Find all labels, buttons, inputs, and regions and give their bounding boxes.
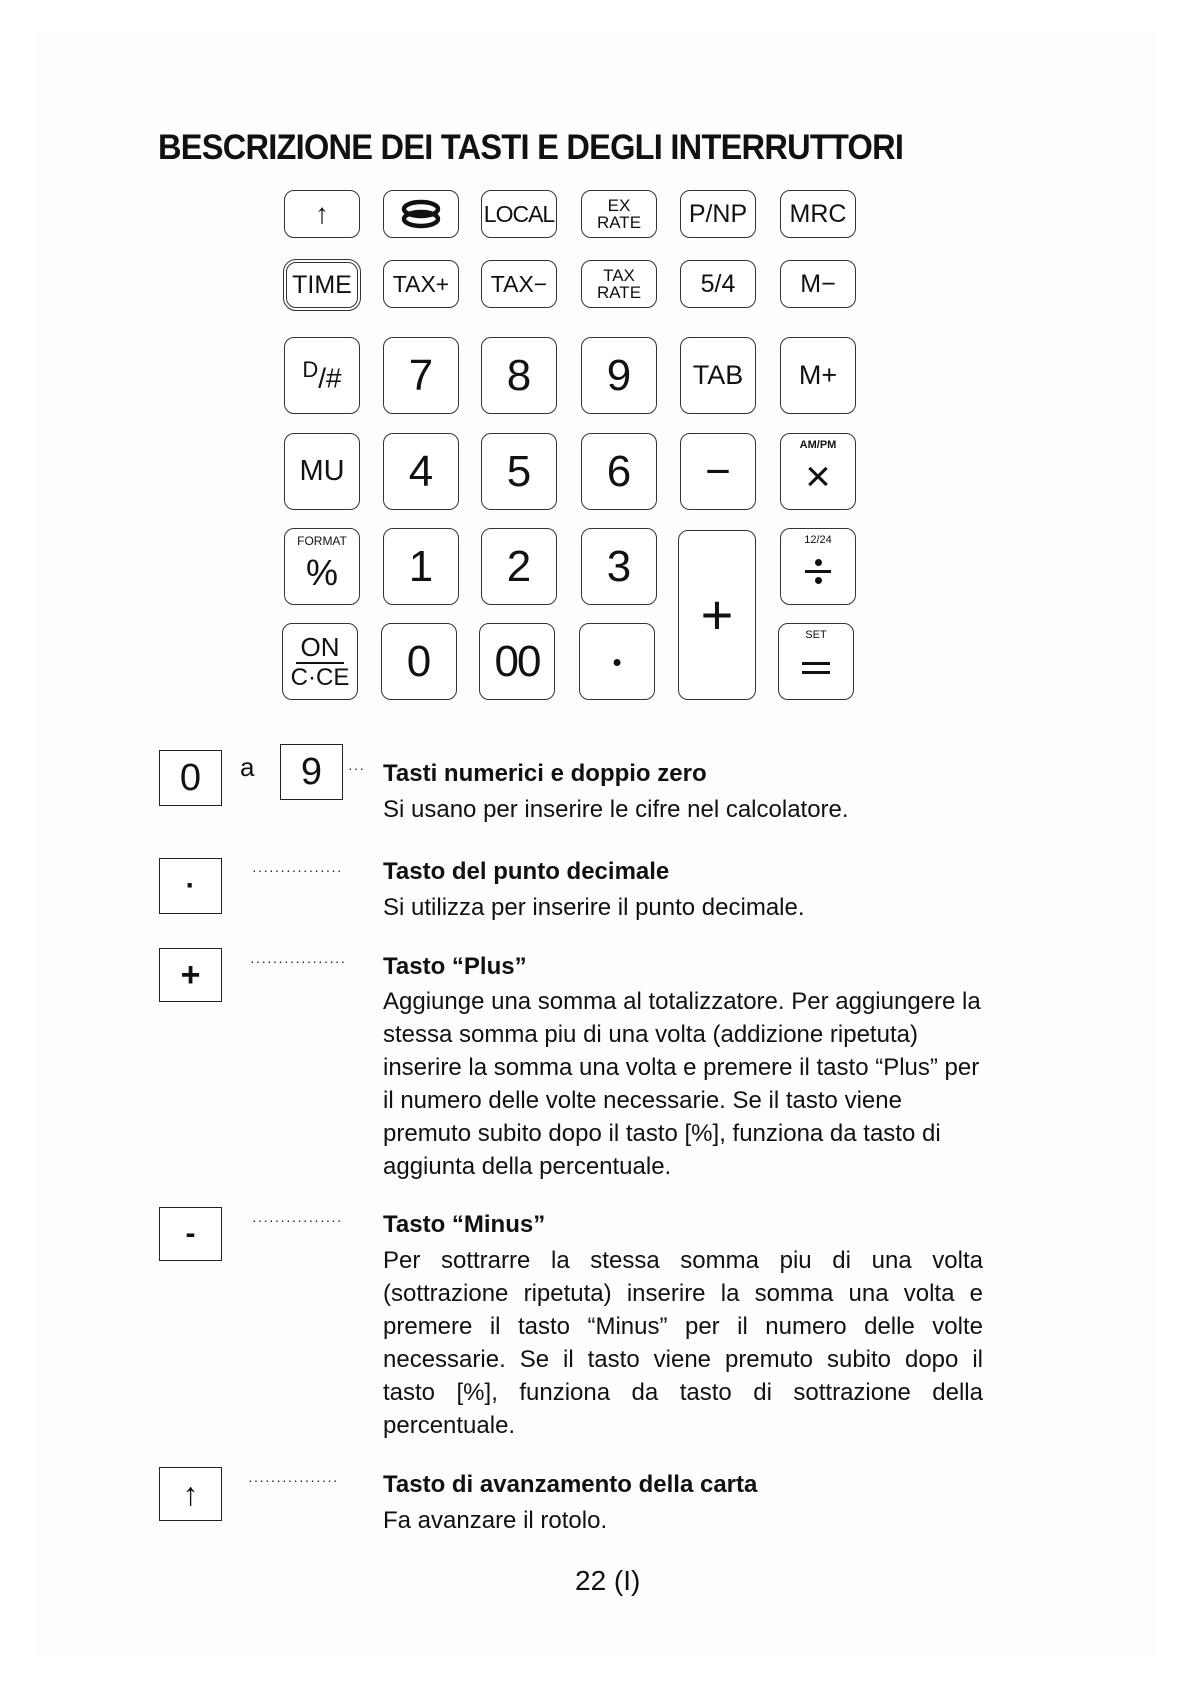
page-number: 22 (I) <box>575 1565 641 1596</box>
page-title: BESCRIZIONE DEI TASTI E DEGLI INTERRUTTORI <box>158 128 904 167</box>
leader-dots: ················ <box>252 1212 343 1228</box>
print-mode-icon <box>399 198 443 230</box>
key-time: TIME <box>286 262 358 308</box>
key-4: 4 <box>383 433 459 510</box>
desc-key-decimal: · <box>159 858 222 914</box>
desc-key-minus: - <box>159 1207 222 1261</box>
leader-dots: ················ <box>252 862 343 878</box>
desc-title-minus: Tasto “Minus” <box>383 1211 546 1238</box>
key-paper-feed <box>284 190 360 238</box>
key-decimal <box>579 623 655 700</box>
desc-key-9: 9 <box>280 744 343 800</box>
key-7: 7 <box>383 337 459 414</box>
desc-title-decimal: Tasto del punto decimale <box>383 858 670 885</box>
key-tax-rate: TAX RATE <box>581 260 657 308</box>
key-d-num: $^D$/# <box>284 337 360 414</box>
desc-title-plus: Tasto “Plus” <box>383 953 527 980</box>
divide-icon <box>805 559 831 584</box>
key-minus <box>680 433 756 510</box>
key-8: 8 <box>481 337 557 414</box>
range-connector: a <box>240 752 255 782</box>
key-tax-plus: TAX+ <box>383 260 459 308</box>
key-percent: FORMAT % <box>284 528 360 605</box>
desc-body-numeric: Si usano per inserire le cifre nel calcolatore. <box>383 796 849 823</box>
key-plus <box>678 530 756 700</box>
key-tab: TAB <box>680 337 756 414</box>
key-mrc: MRC <box>780 190 856 238</box>
key-ex-rate: EX RATE <box>581 190 657 238</box>
key-m-plus: M+ <box>780 337 856 414</box>
key-9: 9 <box>581 337 657 414</box>
minus-icon: − <box>705 446 731 496</box>
key-00: 00 <box>479 623 555 700</box>
multiply-icon: × <box>805 451 831 501</box>
key-equals: SET <box>778 623 854 700</box>
key-5: 5 <box>481 433 557 510</box>
arrow-up-icon: ↑ <box>182 1475 199 1512</box>
leader-dots: ··· <box>348 760 365 776</box>
key-print-mode <box>383 190 459 238</box>
desc-body-plus: Aggiunge una somma al totalizzatore. Per aggiungere la stessa somma piu di una volta (addizione ripetuta) inserire la somma una volta e premere il tasto “Plus” per il numero delle volte necessarie. Se il tasto viene premuto subito dopo il tasto [%], funziona da tasto di aggiunta della percentuale. <box>383 988 981 1180</box>
leader-dots: ················· <box>250 953 347 969</box>
percent-icon: % <box>305 551 338 593</box>
key-2: 2 <box>481 528 557 605</box>
plus-icon: + <box>700 583 734 646</box>
arrow-up-icon: ↑ <box>315 198 329 229</box>
key-6: 6 <box>581 433 657 510</box>
key-on-clear: $\frac{ON}{C\cdot CE}$ <box>282 623 358 700</box>
key-pnp: P/NP <box>680 190 756 238</box>
desc-body-paper-feed: Fa avanzare il rotolo. <box>383 1507 608 1534</box>
key-mu: MU <box>284 433 360 510</box>
key-local: LOCAL <box>481 190 557 238</box>
desc-body-minus: Per sottrarre la stessa somma piu di una volta (sottrazione ripetuta) inserire la somma una volta e premere il tasto “Minus” per il numero delle volte necessarie. Se il tasto viene premuto subito dopo il tasto [%], funziona da tasto di sottrazione della percentuale. <box>383 1247 983 1439</box>
decimal-point-icon: • <box>612 646 622 677</box>
key-multiply: AM/PM × <box>780 433 856 510</box>
key-m-minus: M− <box>780 260 856 308</box>
key-3: 3 <box>581 528 657 605</box>
desc-title-numeric: Tasti numerici e doppio zero <box>383 760 707 787</box>
desc-key-0: 0 <box>159 750 222 806</box>
key-1: 1 <box>383 528 459 605</box>
equals-icon <box>802 659 830 677</box>
key-tax-minus: TAX− <box>481 260 557 308</box>
leader-dots: ················ <box>248 1472 339 1488</box>
desc-key-paper-feed <box>159 1467 222 1521</box>
key-divide: 12/24 <box>780 528 856 605</box>
key-round-5-4: 5/4 <box>680 260 756 308</box>
desc-key-plus: + <box>159 948 222 1002</box>
key-0: 0 <box>381 623 457 700</box>
desc-body-decimal: Si utilizza per inserire il punto decimale. <box>383 894 805 921</box>
desc-title-paper-feed: Tasto di avanzamento della carta <box>383 1471 758 1498</box>
